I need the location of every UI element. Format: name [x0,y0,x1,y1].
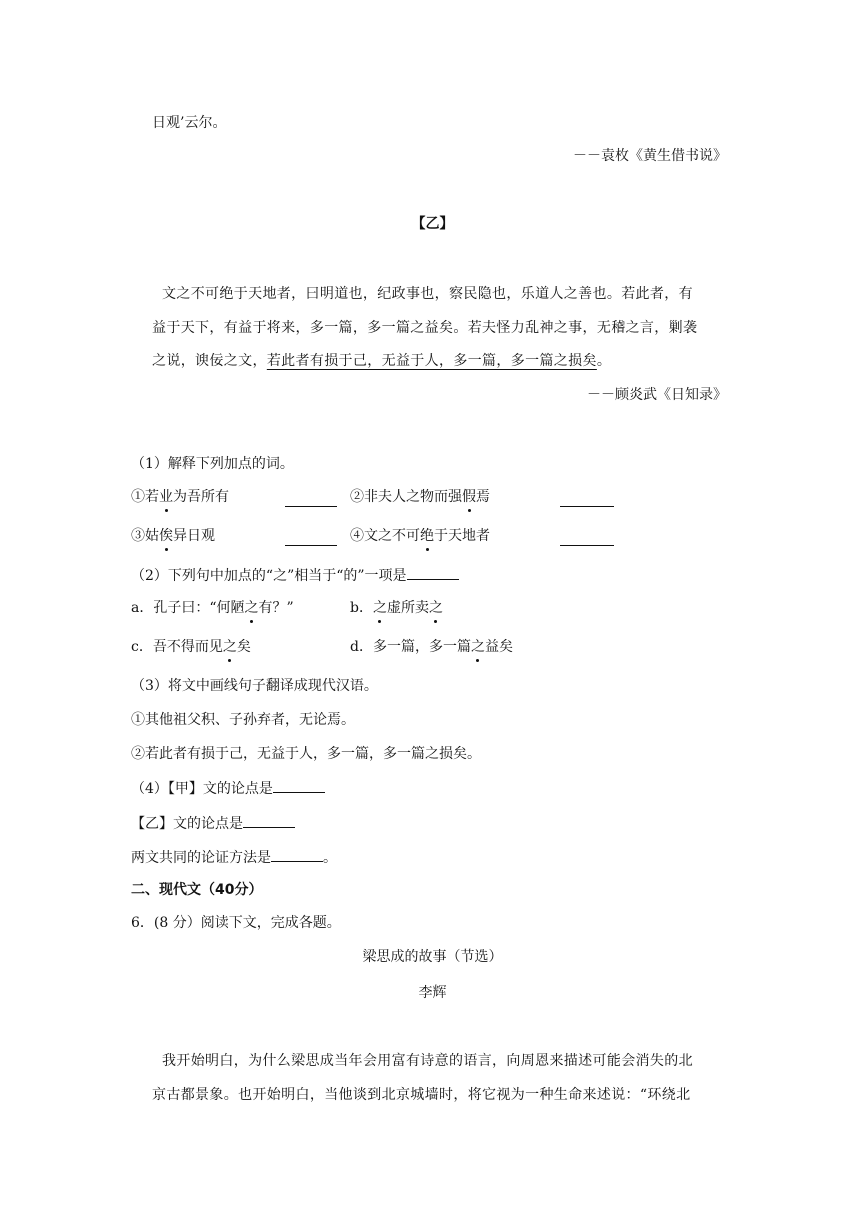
dotted-word: 之 [428,600,443,616]
answer-blank-q4-a[interactable] [273,778,325,793]
q4-line-2: 【乙】文的论点是 [131,813,295,834]
q1-stem: （1）解释下列加点的词。 [131,456,294,472]
answer-blank-2[interactable] [560,492,614,507]
passage-b-source: －－顾炎武《日知录》 [587,387,727,403]
passage-b-line-3-pre: 之说，谀佞之文， [152,353,267,369]
dotted-word: 假 [462,489,476,505]
article-para-line-1: 我开始明白，为什么梁思成当年会用富有诗意的语言，向周恩来描述可能会消失的北 [162,1053,693,1069]
passage-b-line-3-end: 。 [596,353,612,369]
dotted-word: 绝 [420,528,434,544]
answer-blank-3[interactable] [285,531,337,546]
passage-b-heading: 【乙】 [411,216,454,232]
q4-line-3: 两文共同的论证方法是 。 [131,847,337,868]
dotted-word: 之 [372,600,387,616]
q2-option-d: d．多一篇，多一篇之益矣 [350,639,513,655]
q4-stem: （4）【甲】文的论点是 [131,778,325,799]
q3-sentence-1: ①其他祖父积、子孙弃者，无论焉。 [131,712,355,728]
dotted-word: 之 [222,639,237,655]
article-title: 梁思成的故事（节选） [362,949,503,965]
passage-b-line-3 [152,351,611,371]
passage-a-source: －－袁枚《黄生借书说》 [573,148,727,164]
answer-blank-1[interactable] [285,492,337,507]
answer-blank-4[interactable] [560,531,614,546]
passage-b-line-2: 益于天下，有益于将来，多一篇，多一篇之益矣。若夫怪力乱神之事，无稽之言，剿袭 [152,320,698,336]
dotted-word: 业 [159,489,173,505]
q3-sentence-2: ②若此者有损于己，无益于人，多一篇，多一篇之损矣。 [131,746,481,762]
underlined-sentence: 若此者有损于己，无益于人，多一篇，多一篇之损矣 [266,353,597,369]
q1-item-1: ①若业为吾所有 [131,489,229,505]
q2-option-c: c．吾不得而见之矣 [131,639,251,655]
article-para-line-2: 京古都景象。也开始明白，当他谈到北京城墙时，将它视为一种生命来述说：“环绕北 [152,1087,691,1103]
q1-item-3: ③姑俟异日观 [131,528,215,544]
question-6-stem: 6．(8 分）阅读下文，完成各题。 [131,915,341,931]
passage-a-last-line: 日观’云尔。 [152,115,227,131]
passage-b-line-1: 文之不可绝于天地者，曰明道也，纪政事也，察民隐也，乐道人之善也。若此者，有 [162,286,693,302]
q2-option-a: a．孔子曰：“何陋之有？” [131,600,294,616]
answer-blank-q4-c[interactable] [271,847,323,862]
q2-option-b: b．之虚所卖之 [350,600,443,616]
dotted-word: 之 [470,639,485,655]
q2-stem: （2）下列句中加点的“之”相当于“的”一项是 [131,565,459,586]
section-2-heading: 二、现代文（40分） [131,882,263,898]
answer-blank-q2[interactable] [407,565,459,580]
q3-stem: （3）将文中画线句子翻译成现代汉语。 [131,678,378,694]
dotted-word: 俟 [159,528,173,544]
q1-item-2: ②非夫人之物而强假焉 [350,489,490,505]
q1-item-4: ④文之不可绝于天地者 [350,528,490,544]
answer-blank-q4-b[interactable] [243,813,295,828]
dotted-word: 之 [244,600,259,616]
article-author: 李辉 [418,985,447,1001]
